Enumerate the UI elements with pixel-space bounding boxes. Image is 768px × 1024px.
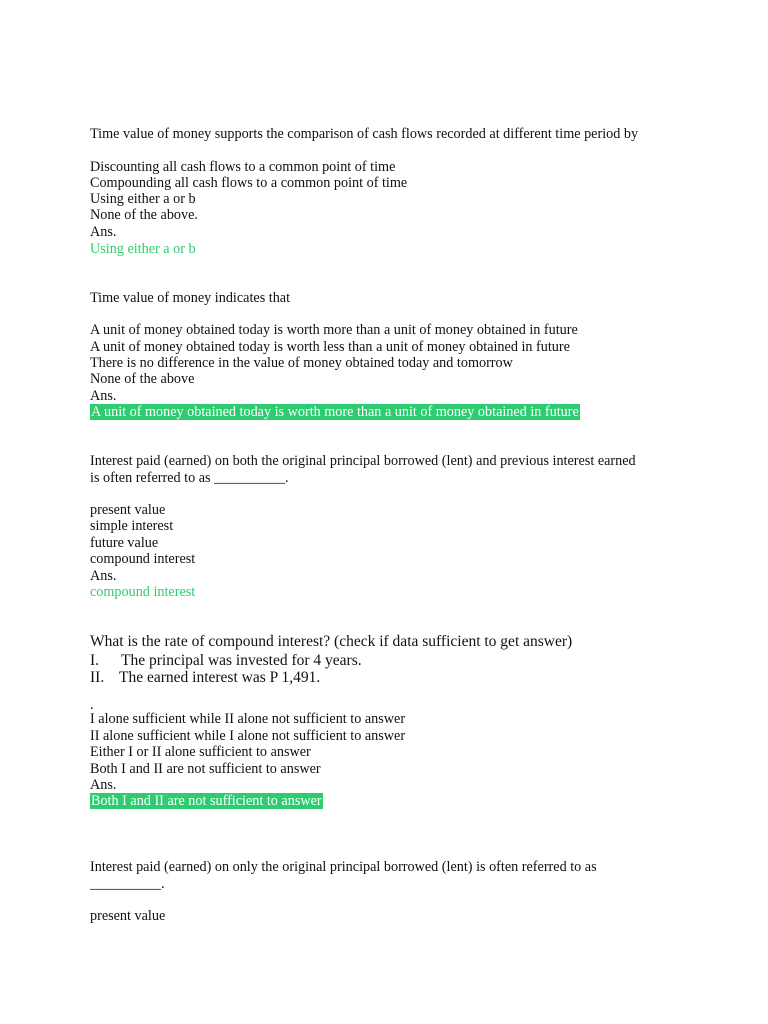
question-3-option-a: present value [90,502,166,518]
question-1-text: Time value of money supports the comparison of cash flows recorded at different time period by [90,126,639,142]
question-2-text: Time value of money indicates that [90,290,291,306]
question-1-option-a: Discounting all cash flows to a common point of time [90,159,396,175]
question-4-text: What is the rate of compound interest? (check if data sufficient to get answer) [90,633,573,650]
question-4-option-d: Both I and II are not sufficient to answer [90,761,321,777]
question-4-statement-2 [90,669,320,686]
question-2-option-b: A unit of money obtained today is worth less than a unit of money obtained in future [90,339,570,355]
question-4-statement-1 [90,652,362,669]
question-3-option-b: simple interest [90,518,174,534]
question-4-option-b: II alone sufficient while I alone not sufficient to answer [90,728,406,744]
question-4-option-a: I alone sufficient while II alone not sufficient to answer [90,711,406,727]
question-3-option-d: compound interest [90,551,196,567]
question-1-ans-label: Ans. [90,224,117,240]
question-1-option-c: Using either a or b [90,191,196,207]
question-4-answer: Both I and II are not sufficient to answer [91,793,322,809]
question-3-answer: compound interest [90,584,196,600]
question-4-dot: . [90,697,94,713]
question-2-option-d: None of the above [90,371,195,387]
question-2-answer: A unit of money obtained today is worth more than a unit of money obtained in future [91,404,579,420]
question-2-option-c: There is no difference in the value of money obtained today and tomorrow [90,355,513,371]
question-2-option-a: A unit of money obtained today is worth more than a unit of money obtained in future [90,322,578,338]
question-3-option-c: future value [90,535,159,551]
question-4-ans-label: Ans. [90,777,117,793]
question-4-option-c: Either I or II alone sufficient to answer [90,744,311,760]
question-1-answer: Using either a or b [90,241,196,257]
question-5-text-line1: Interest paid (earned) on only the original principal borrowed (lent) is often referred to as [90,859,597,875]
question-5-text-line2: __________. [90,876,165,892]
statement-1-text: The principal was invested for 4 years. [121,652,362,669]
statement-2-text: The earned interest was P 1,491. [119,669,321,686]
question-3-text-line1: Interest paid (earned) on both the original principal borrowed (lent) and previous interest earned [90,453,636,469]
question-1-option-b: Compounding all cash flows to a common point of time [90,175,408,191]
question-1-option-d: None of the above. [90,207,198,223]
question-3-text-line2: is often referred to as __________. [90,470,289,486]
question-3-ans-label: Ans. [90,568,117,584]
statement-1-number: I. [90,652,100,669]
question-5-option-a: present value [90,908,166,924]
question-2-ans-label: Ans. [90,388,117,404]
statement-2-number: II. [90,669,105,686]
